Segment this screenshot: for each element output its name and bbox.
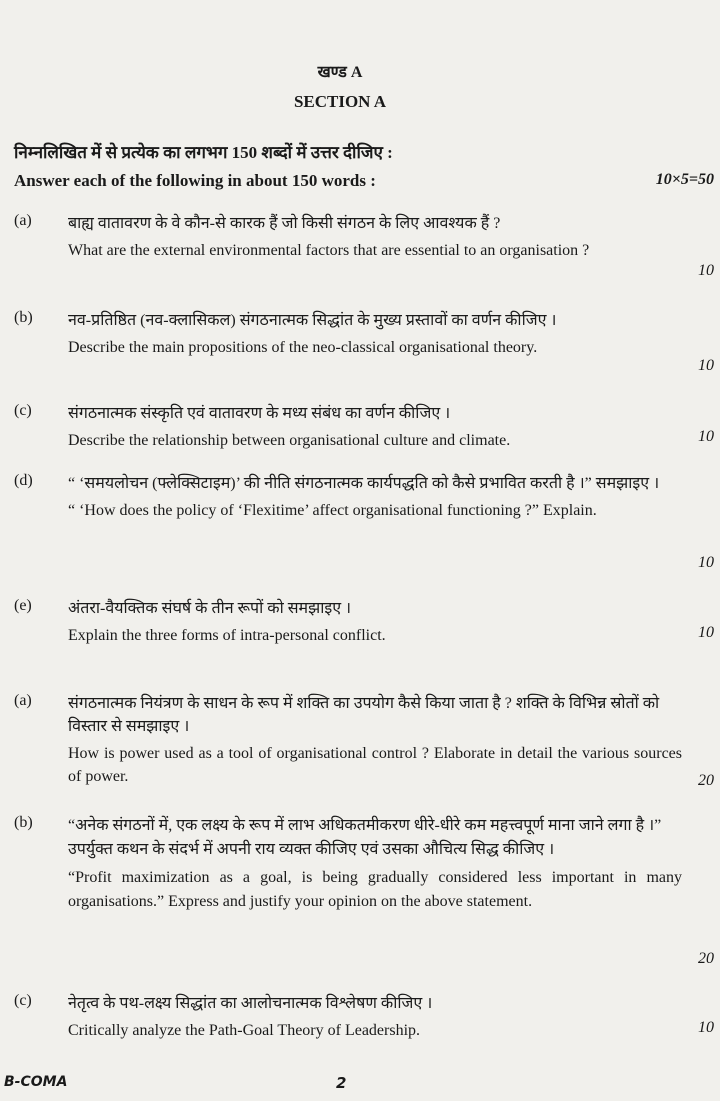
section-title-hindi: खण्ड A xyxy=(317,64,363,81)
question-text-english: “ ‘How does the policy of ‘Flexitime’ affect organisational functioning ?” Explain. xyxy=(68,502,597,519)
question-text-hindi: “ ‘समयलोचन (फ्लेक्सिटाइम)’ की नीति संगठनात्मक कार्यपद्धति को कैसे प्रभावित करती है ।” समझाइए । xyxy=(68,475,660,492)
question-marks: 20 xyxy=(698,950,714,967)
question-marks: 10 xyxy=(698,1019,714,1036)
question-text-english: Critically analyze the Path-Goal Theory of Leadership. xyxy=(68,1022,421,1039)
instruction-hindi: निम्नलिखित में से प्रत्येक का लगभग 150 शब्दों में उत्तर दीजिए : xyxy=(14,143,393,162)
question-marks: 10 xyxy=(698,624,714,641)
question-marks: 10 xyxy=(698,428,714,445)
question-text-english: “Profit maximization as a goal, is being gradually considered less important in many organisations.” Express and justify your opinion on the above statement. xyxy=(68,869,682,910)
question-label: (a) xyxy=(14,692,32,709)
question-text-hindi: “अनेक संगठनों में, एक लक्ष्य के रूप में लाभ अधिकतमीकरण धीरे-धीरे कम महत्त्वपूर्ण माना जाने लगा है ।” उपर्युक्त कथन के संदर्भ में अपनी राय व्यक्त कीजिए एवं उसका औचित्य सिद्ध कीजिए । xyxy=(68,817,662,858)
question-label: (b) xyxy=(14,309,33,326)
question-text-hindi: संगठनात्मक संस्कृति एवं वातावरण के मध्य संबंध का वर्णन कीजिए । xyxy=(68,405,451,422)
question-text-hindi: नव-प्रतिष्ठित (नव-क्लासिकल) संगठनात्मक सिद्धांत के मुख्य प्रस्तावों का वर्णन कीजिए । xyxy=(68,312,557,329)
instruction-marks: 10×5=50 xyxy=(655,171,714,188)
question-label: (e) xyxy=(14,597,32,614)
page-number: 2 xyxy=(336,1074,347,1092)
section-title: SECTION A xyxy=(293,92,387,111)
question-text-english: Describe the relationship between organisational culture and climate. xyxy=(68,432,511,449)
question-marks: 20 xyxy=(698,772,714,789)
question-marks: 10 xyxy=(698,262,714,279)
paper-code: B-COMA xyxy=(4,1074,68,1090)
question-text-english: How is power used as a tool of organisational control ? Elaborate in detail the various sources of power. xyxy=(68,745,682,785)
question-text-english: What are the external environmental factors that are essential to an organisation ? xyxy=(68,242,590,259)
question-label: (b) xyxy=(14,814,33,831)
question-text-hindi: नेतृत्व के पथ-लक्ष्य सिद्धांत का आलोचनात्मक विश्लेषण कीजिए । xyxy=(68,995,433,1012)
instruction-english: Answer each of the following in about 150 words : xyxy=(14,171,376,190)
question-text-hindi: बाह्य वातावरण के वे कौन-से कारक हैं जो किसी संगठन के लिए आवश्यक हैं ? xyxy=(68,215,501,232)
question-text-english: Explain the three forms of intra-personal conflict. xyxy=(68,627,386,644)
question-text-english: Describe the main propositions of the neo-classical organisational theory. xyxy=(68,339,538,356)
question-marks: 10 xyxy=(698,554,714,571)
question-label: (a) xyxy=(14,212,32,229)
question-label: (c) xyxy=(14,992,32,1009)
question-marks: 10 xyxy=(698,357,714,374)
question-label: (c) xyxy=(14,402,32,419)
question-label: (d) xyxy=(14,472,33,489)
question-text-hindi: अंतरा-वैयक्तिक संघर्ष के तीन रूपों को समझाइए । xyxy=(68,600,352,617)
question-text-hindi: संगठनात्मक नियंत्रण के साधन के रूप में शक्ति का उपयोग कैसे किया जाता है ? शक्ति के विभिन्न स्रोतों को विस्तार से समझाइए । xyxy=(68,695,660,735)
